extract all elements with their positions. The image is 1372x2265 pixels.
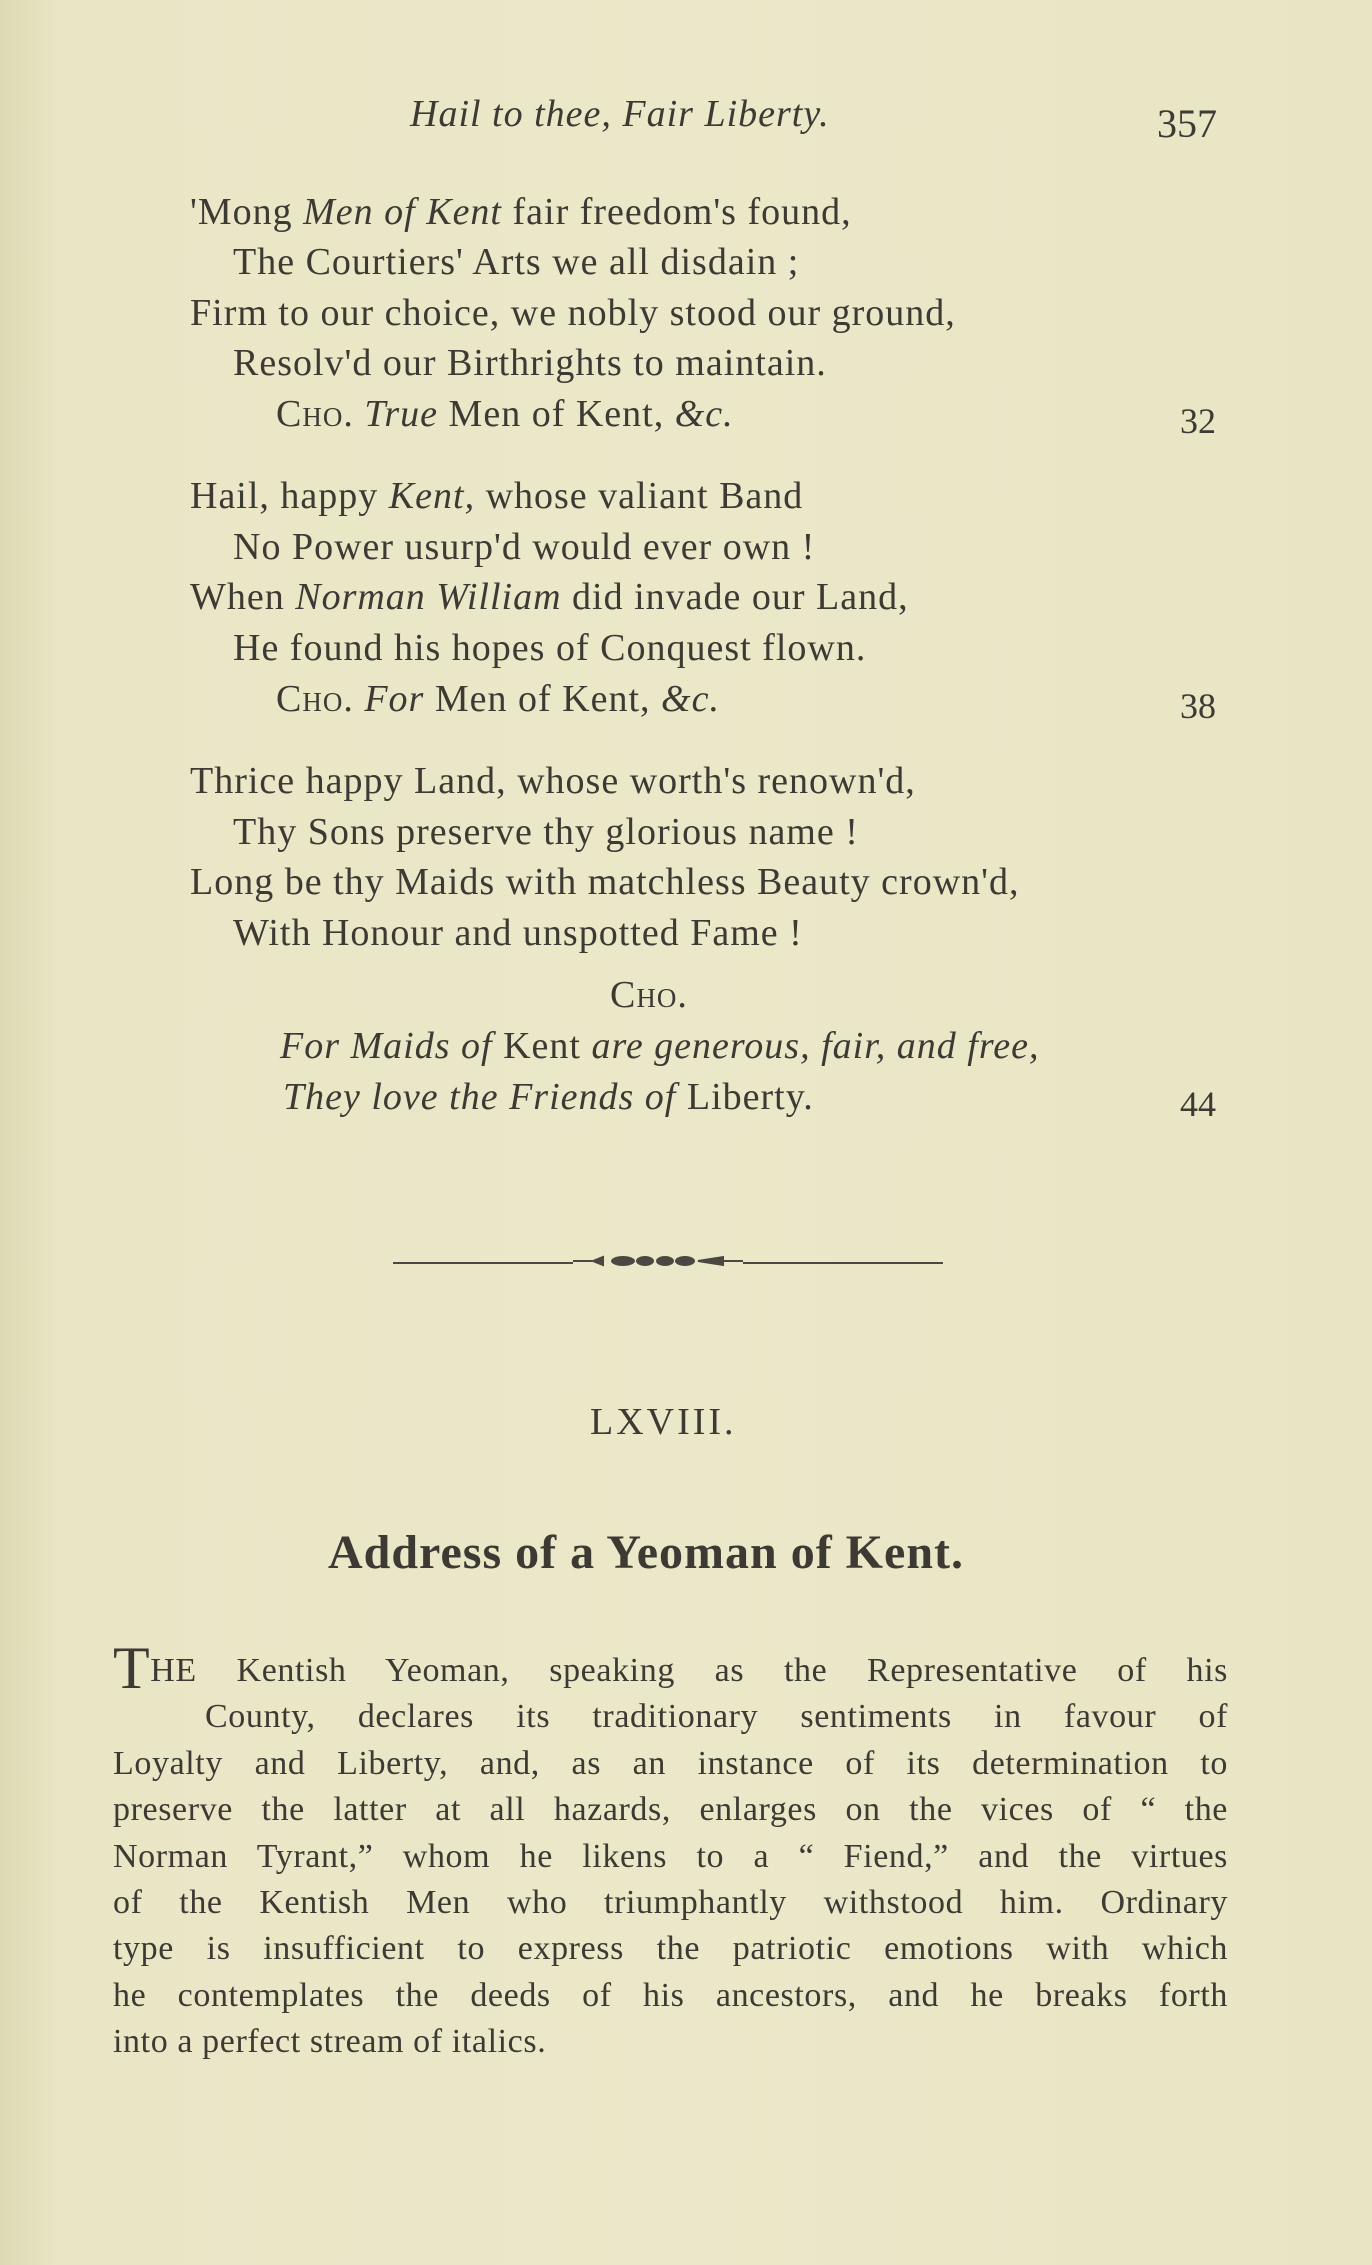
text-span: fair freedom's found, bbox=[502, 191, 852, 233]
line-number-44: 44 bbox=[1180, 1084, 1216, 1124]
drop-cap: T bbox=[113, 1635, 151, 1701]
italic-span: Norman William bbox=[295, 576, 562, 618]
italic-span: &c. bbox=[674, 393, 734, 435]
intro-paragraph bbox=[113, 1635, 1228, 2066]
divider-rule-left bbox=[393, 1262, 573, 1264]
prose-line-5: Norman Tyrant,” whom he likens to a “ Fiend,” and the virtues bbox=[113, 1837, 1228, 1875]
italic-span: For Maids of bbox=[280, 1025, 493, 1067]
text-span: HE Kentish Yeoman, speaking as the Representative of his bbox=[150, 1652, 1228, 1689]
stanza2-line4: He found his hopes of Conquest flown. bbox=[233, 627, 867, 669]
stanza3-chorus-line2 bbox=[283, 1075, 814, 1119]
running-header: Hail to thee, Fair Liberty. bbox=[410, 93, 830, 135]
page-number: 357 bbox=[1157, 101, 1217, 146]
prose-line-4: preserve the latter at all hazards, enlarges on the vices of “ the bbox=[113, 1791, 1228, 1829]
chorus-label: Cho. bbox=[276, 393, 354, 435]
chorus-label: Cho. bbox=[276, 678, 354, 720]
text-span: Liberty. bbox=[676, 1076, 814, 1118]
stanza2-line2: No Power usurp'd would ever own ! bbox=[233, 526, 816, 568]
stanza3-line4: With Honour and unspotted Fame ! bbox=[233, 912, 803, 954]
stanza2-chorus bbox=[276, 677, 720, 721]
italic-span: For bbox=[353, 678, 425, 720]
prose-line-3: Loyalty and Liberty, and, as an instance of its determination to bbox=[113, 1744, 1228, 1782]
stanza3-line2: Thy Sons preserve thy glorious name ! bbox=[233, 811, 859, 853]
text-span: whose valiant Band bbox=[475, 475, 804, 517]
stanza2-line3 bbox=[190, 575, 909, 619]
prose-line-2: County, declares its traditionary sentiments in favour of bbox=[205, 1698, 1228, 1736]
stanza3-line1: Thrice happy Land, whose worth's renown'd, bbox=[190, 760, 916, 802]
italic-span: Men of Kent bbox=[303, 191, 502, 233]
text-span: When bbox=[190, 576, 296, 618]
stanza1-line1 bbox=[190, 190, 852, 234]
prose-line-6: of the Kentish Men who triumphantly withstood him. Ordinary bbox=[113, 1883, 1228, 1921]
divider-ornament bbox=[573, 1253, 743, 1269]
divider-rule-right bbox=[743, 1262, 943, 1264]
stanza1-line3: Firm to our choice, we nobly stood our ground, bbox=[190, 292, 956, 334]
text-span: Kent bbox=[492, 1025, 592, 1067]
line-number-38: 38 bbox=[1180, 686, 1216, 726]
italic-span: True bbox=[353, 393, 439, 435]
stanza3-chorus-label: Cho. bbox=[610, 974, 688, 1016]
prose-line-7: type is insufficient to express the patriotic emotions with which bbox=[113, 1930, 1228, 1968]
section-title: Address of a Yeoman of Kent. bbox=[328, 1526, 964, 1579]
stanza1-line2: The Courtiers' Arts we all disdain ; bbox=[233, 241, 800, 283]
italic-span: They love the Friends of bbox=[283, 1076, 677, 1118]
text-span: 'Mong bbox=[190, 191, 304, 233]
prose-line-1 bbox=[113, 1635, 1228, 1701]
italic-span: &c. bbox=[661, 678, 720, 720]
text-span: did invade our Land, bbox=[561, 576, 909, 618]
stanza2-line1 bbox=[190, 474, 803, 518]
text-span: Men of Kent, bbox=[438, 393, 675, 435]
stanza1-line4: Resolv'd our Birthrights to maintain. bbox=[233, 342, 827, 384]
section-numeral: LXVIII. bbox=[590, 1401, 737, 1443]
italic-span: are generous, fair, and free, bbox=[591, 1025, 1040, 1067]
stanza3-chorus-line1 bbox=[280, 1024, 1039, 1068]
prose-line-8: he contemplates the deeds of his ancestors, and he breaks forth bbox=[113, 1976, 1228, 2014]
stanza1-chorus bbox=[276, 392, 734, 436]
text-span: Men of Kent, bbox=[424, 678, 662, 720]
italic-span: Kent, bbox=[388, 475, 476, 517]
line-number-32: 32 bbox=[1180, 401, 1216, 441]
stanza3-line3: Long be thy Maids with matchless Beauty crown'd, bbox=[190, 861, 1020, 903]
text-span: Hail, happy bbox=[190, 475, 389, 517]
prose-line-9: into a perfect stream of italics. bbox=[113, 2023, 547, 2061]
